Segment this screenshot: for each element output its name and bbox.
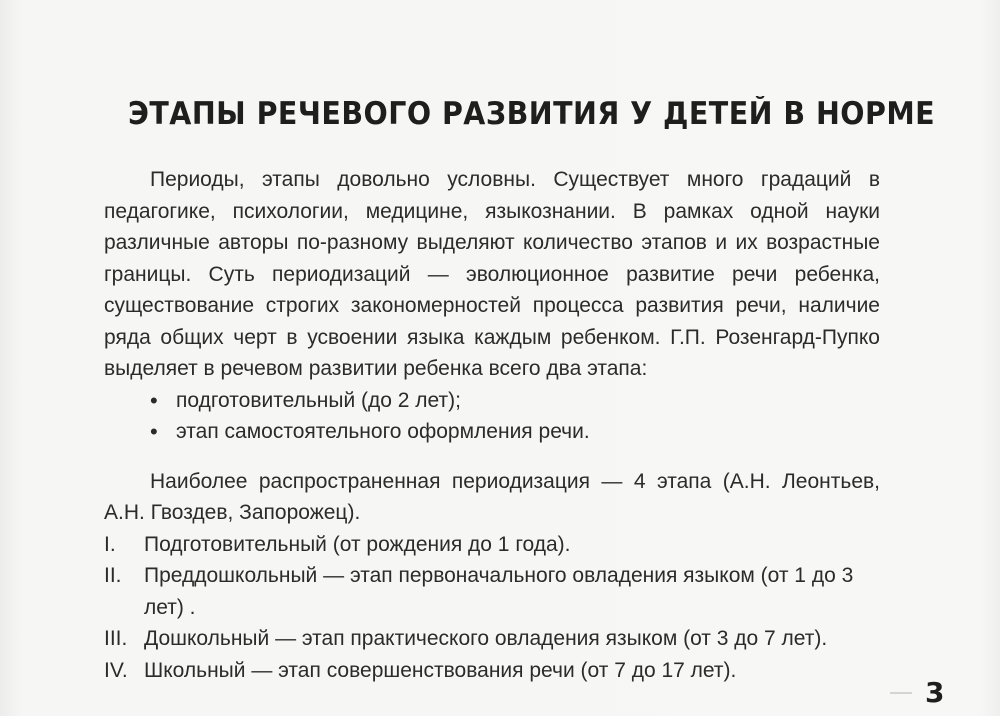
footer-rule (890, 692, 912, 694)
stage-numbered-list (104, 529, 880, 687)
stage-text: Преддошкольный — этап первоначального овладения языком (от 1 до 3 лет) . (144, 564, 854, 619)
stage-item (104, 655, 880, 687)
intro-paragraph: Периоды, этапы довольно условны. Существует много градаций в педагогике, психологии, медицине, языкознании. В рамках одной науки различные авторы по-разному выделяют количество этапов и их возрастные границы. Суть периодизаций — эволюционное развитие речи ребенка, существование строгих закономерностей процесса развития речи, наличие ряда общих черт в усвоении языка каждым ребенком. Г.П. Розенгард-Пупко выделяет в речевом развитии ребенка всего два этапа: (104, 168, 880, 380)
bullet-item (104, 416, 880, 448)
bullet-text: подготовительный (до 2 лет); (176, 388, 461, 412)
stage-text: Подготовительный (от рождения до 1 года). (144, 532, 571, 556)
body-text (104, 164, 880, 686)
stage-number: IV. (104, 658, 128, 682)
stage-number: I. (104, 532, 116, 556)
periodization-paragraph: Наиболее распространенная периодизация — 4 этапа (А.Н. Леонтьев, А.Н. Гвоздев, Запорожец). (104, 469, 880, 524)
stage-text: Дошкольный — этап практического овладения языком (от 3 до 7 лет). (144, 627, 828, 650)
bullet-item (104, 385, 880, 417)
stage-item (104, 623, 880, 655)
stage-number: II. (104, 564, 122, 587)
bullet-icon: • (150, 419, 158, 444)
stage-item (104, 560, 880, 623)
stage-item (104, 529, 880, 561)
bullet-text: этап самостоятельного оформления речи. (176, 420, 590, 443)
stage-text: Школьный — этап совершенствования речи (от 7 до 17 лет). (144, 658, 737, 682)
page-number: 3 (925, 676, 945, 709)
page-title: ЭТАПЫ РЕЧЕВОГО РАЗВИТИЯ У ДЕТЕЙ В НОРМЕ (128, 96, 936, 132)
stage-bullet-list (104, 385, 880, 448)
stage-number: III. (104, 627, 128, 650)
bullet-icon: • (150, 387, 158, 413)
